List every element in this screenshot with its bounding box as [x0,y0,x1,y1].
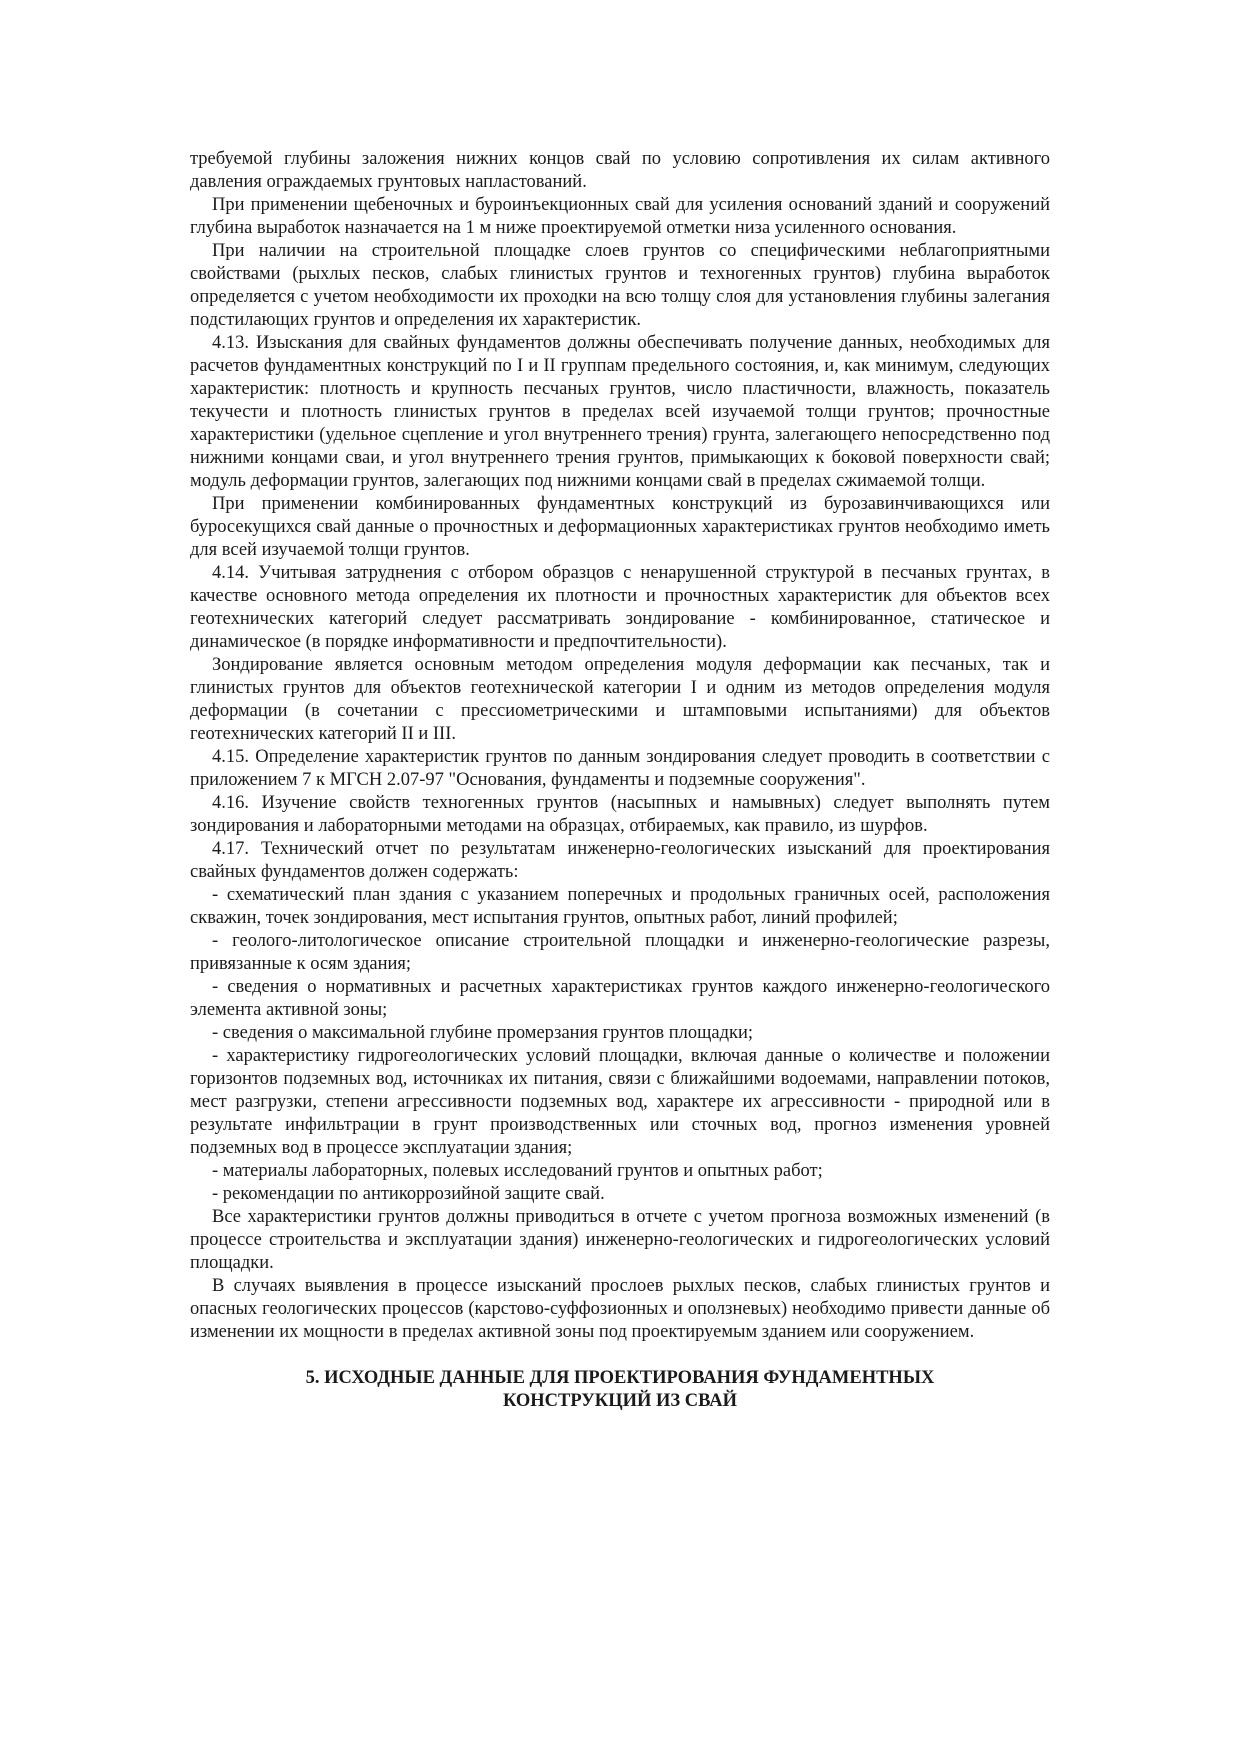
list-item-hydrogeology: - характеристику гидрогеологических условий площадки, включая данные о количестве и положении горизонтов подземных вод, источниках их питания, связи с ближайшими водоемами, направлении потоков, мест разгрузки, степени агрессивности подземных вод, характере их агрессивности - природной или в результате инфильтрации в грунт производственных или сточных вод, прогноз изменения уровней подземных вод в процессе эксплуатации здания; [190,1046,1050,1158]
paragraph-4-14: 4.14. Учитывая затруднения с отбором образцов с ненарушенной структурой в песчаных грунтах, в качестве основного метода определения их плотности и прочностных характеристик для объектов всех геотехнических категорий следует рассматривать зондирование - комбинированное, статическое и динамическое (в порядке информативности и предпочтительности). [190,563,1050,652]
document-page [190,148,1050,1413]
paragraph-weak-layers: В случаях выявления в процессе изысканий прослоев рыхлых песков, слабых глинистых грунтов и опасных геологических процессов (карстово-суффозионных и оползневых) необходимо привести данные об изменении их мощности в пределах активной зоны под проектируемым зданием или сооружением. [190,1276,1050,1342]
paragraph-combined-foundations: При применении комбинированных фундаментных конструкций из бурозавинчивающихся или буросекущихся свай данные о прочностных и деформационных характеристиках грунтов необходимо иметь для всей изучаемой толщи грунтов. [190,494,1050,560]
list-item-corrosion: - рекомендации по антикоррозийной защите свай. [212,1184,605,1204]
section-heading-line1: 5. ИСХОДНЫЕ ДАННЫЕ ДЛЯ ПРОЕКТИРОВАНИЯ ФУНДАМЕНТНЫХ [305,1368,935,1388]
list-item-lithology: - геолого-литологическое описание строительной площадки и инженерно-геологические разрезы, привязанные к осям здания; [190,931,1050,974]
paragraph-crushed-stone-piles: При применении щебеночных и буроинъекционных свай для усиления оснований зданий и сооружений глубина выработок назначается на 1 м ниже проектируемой отметки низа усиленного основания. [190,195,1050,238]
list-item-lab-materials: - материалы лабораторных, полевых исследований грунтов и опытных работ; [212,1161,823,1181]
list-item-schematic-plan: - схематический план здания с указанием поперечных и продольных граничных осей, расположения скважин, точек зондирования, мест испытания грунтов, опытных работ, линий профилей; [190,885,1050,928]
paragraph-continuation: требуемой глубины заложения нижних концов свай по условию сопротивления их силам активного давления ограждаемых грунтовых напластований. [190,149,1050,192]
section-heading [190,1367,1050,1413]
list-item-frost-depth: - сведения о максимальной глубине промерзания грунтов площадки; [212,1023,754,1043]
paragraph-forecast: Все характеристики грунтов должны приводиться в отчете с учетом прогноза возможных изменений (в процессе строительства и эксплуатации здания) инженерно-геологических и гидрогеологических условий площадки. [190,1207,1050,1273]
paragraph-4-16: 4.16. Изучение свойств техногенных грунтов (насыпных и намывных) следует выполнять путем зондирования и лабораторными методами на образцах, отбираемых, как правило, из шурфов. [190,793,1050,836]
paragraph-4-13: 4.13. Изыскания для свайных фундаментов должны обеспечивать получение данных, необходимых для расчетов фундаментных конструкций по I и II группам предельного состояния, и, как минимум, следующих характеристик: плотность и крупность песчаных грунтов, число пластичности, влажность, показатель текучести и плотность глинистых грунтов в пределах всей изучаемой толщи грунтов; прочностные характеристики (удельное сцепление и угол внутреннего трения) грунта, залегающего непосредственно под нижними концами сваи, и угол внутреннего трения грунтов, примыкающих к боковой поверхности свай; модуль деформации грунтов, залегающих под нижними концами свай в пределах сжимаемой толщи. [190,333,1050,491]
paragraph-4-17: 4.17. Технический отчет по результатам инженерно-геологических изысканий для проектирования свайных фундаментов должен содержать: [190,839,1050,882]
section-heading-line2: КОНСТРУКЦИЙ ИЗ СВАЙ [502,1391,738,1411]
list-item-soil-characteristics: - сведения о нормативных и расчетных характеристиках грунтов каждого инженерно-геологического элемента активной зоны; [190,977,1050,1020]
paragraph-sounding-method: Зондирование является основным методом определения модуля деформации как песчаных, так и глинистых грунтов для объектов геотехнической категории I и одним из методов определения модуля деформации (в сочетании с прессиометрическими и штамповыми испытаниями) для объектов геотехнических категорий II и III. [190,655,1050,744]
paragraph-4-15: 4.15. Определение характеристик грунтов по данным зондирования следует проводить в соответствии с приложением 7 к МГСН 2.07-97 "Основания, фундаменты и подземные сооружения". [190,747,1050,790]
paragraph-specific-soils: При наличии на строительной площадке слоев грунтов со специфическими неблагоприятными свойствами (рыхлых песков, слабых глинистых грунтов и техногенных грунтов) глубина выработок определяется с учетом необходимости их проходки на всю толщу слоя для установления глубины залегания подстилающих грунтов и определения их характеристик. [190,241,1050,330]
